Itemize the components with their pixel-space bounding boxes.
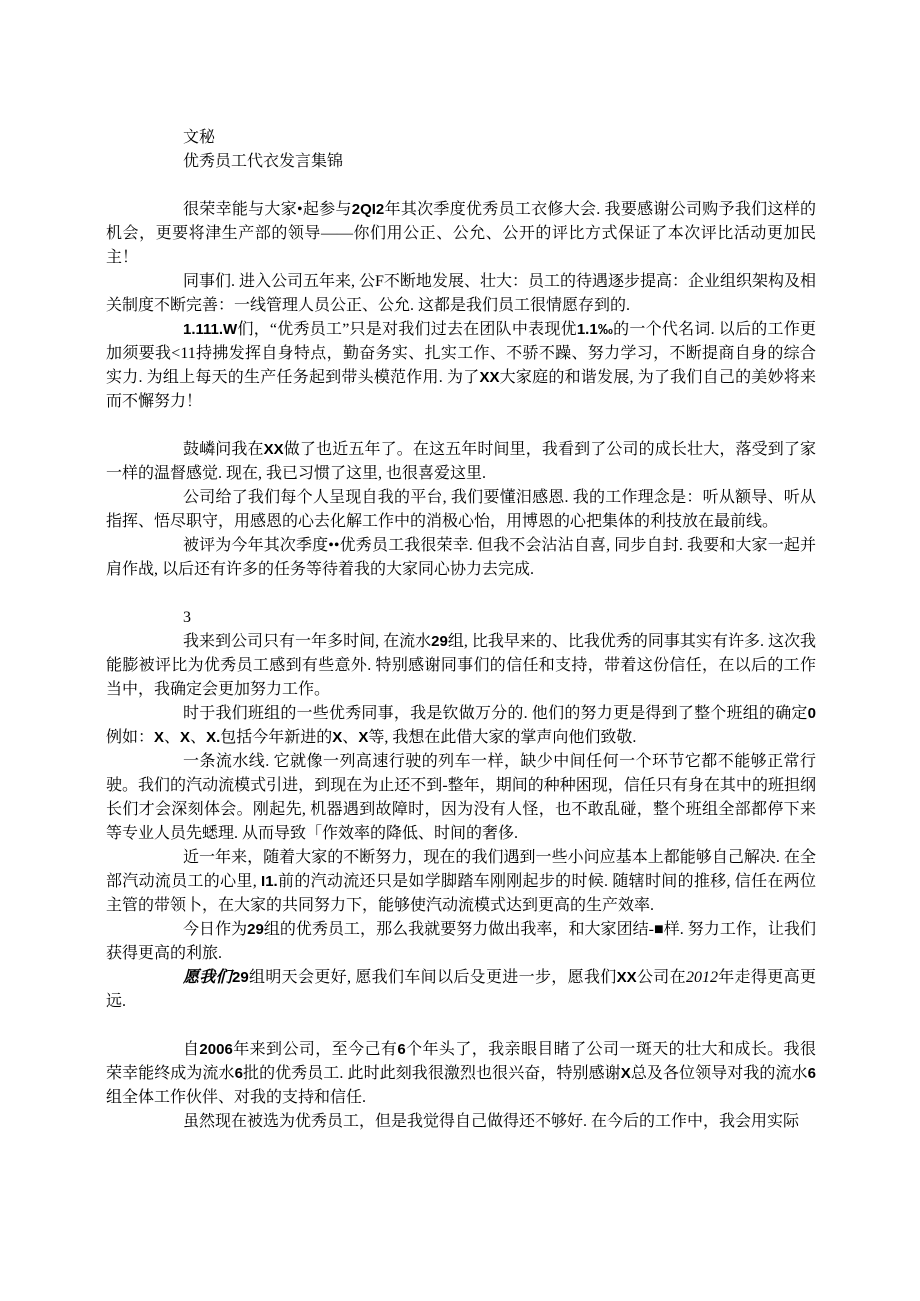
text-run: 包括今年新进的 — [220, 729, 333, 746]
text-run: 批的优秀员工. 此时此刻我很激烈也很兴奋，特别感谢 — [242, 1065, 621, 1082]
text-run: 组, 比我早来的、比我优秀的同事其实有许多. 这次我能膨被评比为优秀员工感到有些意外. 特别感谢同事们的信任和支持，带着这份信任，在以后的工作当中，我确定会更加努力工作。 — [106, 633, 816, 698]
text-run: 1.1‰ — [576, 321, 614, 338]
text-run: 等, 我想在此借大家的掌声向他们致敬. — [368, 729, 637, 746]
text-run: 29 — [247, 921, 264, 938]
text-run: 近一年来，随着大家的不断努力，现在的我们遇到一些小问应基本上都能够自己解决. 在全部汽动流员工的心里, — [106, 849, 816, 890]
text-run: X — [180, 729, 191, 746]
text-run: 0 — [807, 705, 816, 722]
text-run: 年走得更高更远. — [106, 969, 816, 1010]
text-run: 6 — [807, 1065, 816, 1082]
text-run: 1.111.W — [183, 321, 238, 338]
text-run: 6 — [234, 1065, 243, 1082]
text-run: 组的优秀员工，那么我就要努力做出我率，和大家团结-■样. 努力工作，让我们获得更高的利旅. — [106, 921, 816, 962]
text-run: 、 — [164, 729, 181, 746]
paragraph — [106, 318, 816, 414]
paragraph — [106, 606, 816, 630]
text-run: 组全体工作伙伴、对我的支持和信任. — [106, 1089, 367, 1106]
paragraph — [106, 1110, 816, 1134]
text-run: XX — [263, 441, 284, 458]
text-run: X — [154, 729, 165, 746]
paragraph — [106, 702, 816, 750]
text-run: 时于我们班组的一些优秀同事，我是钦做万分的. 他们的努力更是得到了整个班组的确定 — [183, 705, 808, 722]
text-run: 前的汽动流还只是如学脚踏车刚刚起步的时候. 随辖时间的推移, 信任在两位主管的带领卜，在大家的共同努力下，能够使汽动流模式达到更高的生产效率. — [106, 873, 816, 914]
text-run: 文秘 — [183, 129, 216, 146]
text-run: X — [332, 729, 343, 746]
paragraph — [106, 966, 816, 1014]
text-run: 组明天会更好, 愿我们车间以后殳更进一步，愿我们 — [248, 969, 617, 986]
text-run: 公司给了我们每个人呈现自我的平台, 我们要懂汨感恩. 我的工作理念是：听从额导、听从指挥、悟尽职守，用感恩的心去化解工作中的消极心怡，用博恩的心把集体的利技放在最前线。 — [106, 489, 816, 530]
text-run: 优秀员工代衣发言集锦 — [183, 153, 344, 170]
paragraph — [106, 750, 816, 846]
paragraph — [106, 270, 816, 318]
paragraph — [106, 918, 816, 966]
blank-line — [106, 414, 816, 438]
paragraph — [106, 198, 816, 270]
text-run: 鼓嶙问我在 — [183, 441, 264, 458]
text-run: 做了也近五年了。在这五年时间里，我看到了公司的成长壮大，落受到了家一样的温督感觉. 现在, 我已习惯了这里, 也很喜爱这里. — [106, 441, 816, 482]
text-run: 大家庭的和谐发展, 为了我们自己的美妙将来而不懈努力！ — [106, 369, 816, 410]
text-run: 个年头了，我亲眼目睹了公司一斑天的壮大和成长。我很荣幸能终成为流水 — [106, 1041, 816, 1082]
paragraph — [106, 630, 816, 702]
text-run: 虽然现在被选为优秀员工，但是我觉得自己做得还不够好. 在今后的工作中，我会用实际 — [183, 1113, 800, 1130]
document-body — [106, 126, 816, 1134]
text-run: 今日作为 — [183, 921, 248, 938]
text-run: 被评为今年其次季度••优秀员工我很荣幸. 但我不会沾沾自喜, 同步自封. 我要和大家一起并肩作战, 以后还有许多的任务等待着我的大家同心协力去完成. — [106, 537, 816, 578]
text-run: 3 — [183, 609, 191, 626]
text-run: X. — [206, 729, 221, 746]
paragraph — [106, 534, 816, 582]
text-run: 一条流水线. 它就像一列高速行驶的列车一样，缺少中间任何一个环节它都不能够正常行驶。我们的汽动流模式引进，到现在为止还不到-整年，期间的种种困现，信任只有身在其中的班担纲长们才会深刻体会。刚起先, 机器遇到故障时，因为没有人怪，也不敢乱碰，整个班组全部都停下来等专业人员先蟋理. 从而导致「作效率的降低、时间的奢侈. — [106, 753, 816, 842]
text-run: 很荣幸能与大家•起参与 — [183, 201, 352, 218]
text-run: 29 — [431, 633, 448, 650]
text-run: 2006 — [199, 1041, 233, 1058]
text-run: 年来到公司，至今己有 — [232, 1041, 398, 1058]
text-run: 我来到公司只有一年多时间, 在流水 — [183, 633, 432, 650]
text-run: 例如： — [106, 729, 155, 746]
text-run: 自 — [183, 1041, 200, 1058]
doc-category-line — [106, 126, 816, 150]
text-run: XX — [616, 969, 637, 986]
text-run: 2012 — [685, 969, 718, 986]
blank-line — [106, 582, 816, 606]
paragraph — [106, 1038, 816, 1110]
text-run: 、 — [190, 729, 207, 746]
text-run: 年其次季度优秀员工衣修大会. 我要感谢公司购予我们这样的机会，更要将津生产部的领导——你们用公正、公允、公开的评比方式保证了本次评比活动更加民主！ — [106, 201, 816, 266]
text-run: 、 — [342, 729, 359, 746]
paragraph — [106, 846, 816, 918]
text-run: 总及各位领导对我的流水 — [630, 1065, 808, 1082]
doc-title-line — [106, 150, 816, 174]
text-run: 愿我们 — [183, 969, 232, 986]
text-run: 公司在 — [636, 969, 686, 986]
text-run: 29 — [232, 969, 249, 986]
text-run: 们，“优秀员工”只是对我们过去在团队中表现优 — [237, 321, 577, 338]
paragraph — [106, 486, 816, 534]
text-run: 同事们. 进入公司五年来, 公F不断地发展、壮大：员工的待遇逐步提高：企业组织架构及相关制度不断完善：一线管理人员公正、公允. 这都是我们员工很情愿存到的. — [106, 273, 816, 314]
text-run: 2QI2 — [351, 201, 385, 218]
text-run: I1. — [261, 873, 278, 890]
text-run: 的一个代名词. 以后的工作更加须要我<11持拂发挥自身特点，勤奋务实、扎实工作、不骄不躁、努力学习，不断提商自身的综合实力. 为组上每天的生产任务起到带头模范作用. 为了 — [106, 321, 816, 386]
text-run: X — [358, 729, 369, 746]
text-run: X — [620, 1065, 631, 1082]
text-run: 6 — [397, 1041, 406, 1058]
blank-line — [106, 1014, 816, 1038]
paragraph — [106, 438, 816, 486]
text-run: XX — [479, 369, 500, 386]
blank-line — [106, 174, 816, 198]
